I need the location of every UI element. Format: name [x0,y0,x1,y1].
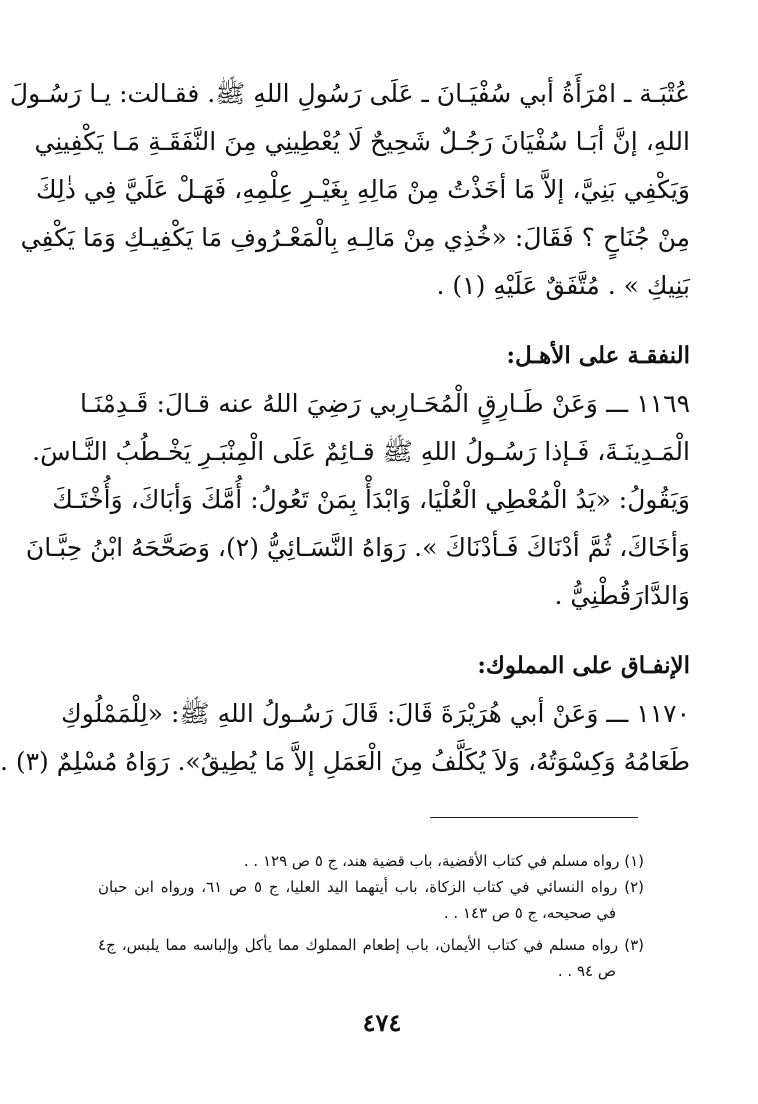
spacer [80,620,690,646]
text-line: ١١٧٠ ـــ وَعَنْ أبي هُرَيْرَةَ قَالَ: قَالَ رَسُـولُ اللهِ ﷺ: «لِلْمَمْلُوكِ [61,699,690,728]
hadith-1170-paragraph [0,690,690,786]
text-line: وَأخَاكَ، ثُمَّ أدْنَاكَ فَـأدْنَاكَ ». رَوَاهُ النَّسَـائِيُّ (٢)، وَصَحَّحَهُ ابْنُ حِبَّـانَ [25,533,690,562]
text-line: عُتْبَـة ـ امْرَأَةُ أبي سُفْيَـانَ ـ عَلَى رَسُولِ اللهِ ﷺ. فقـالت: يـا رَسُـولَ [9,79,690,108]
text-line: الْمَـدِينَـةَ، فَـإذا رَسُـولُ اللهِ ﷺ قـائِمٌ عَلَى الْمِنْبَـرِ يَخْـطُبُ النَّـاسَ. [32,437,690,466]
spacer [80,310,690,336]
footnote-separator [430,817,638,818]
text-line: اللهِ، إنَّ أبَـا سُفْيَانَ رَجُـلٌ شَحِيحٌ لَا يُعْطِينِي مِنَ النَّفَقَـةِ مَـا يَكْفِينِي [34,127,690,156]
text-line: وَيَقُولُ: «يَدُ الْمُعْطِي الْعُلْيَا، وَابْدَأْ بِمَنْ تَعُولُ: أُمَّكَ وَأبَاكَ، وَأُخْتَـكَ [52,485,690,514]
section-heading-slave-spending: الإنفـاق على المملوك: [477,652,690,679]
footnote-2: (٢) رواه النسائي في كتاب الزكاة، باب أيتهما اليد العليا، ج ٥ ص ٦١، ورواه ابن حبان [98,878,644,896]
footnote-3-continuation: ص ٩٤ . . [557,962,616,980]
page-number: ٤٧٤ [362,1008,402,1037]
text-line: مِنْ جُنَاحٍ ؟ فَقَالَ: «خُذِي مِنْ مَالِـهِ بِالْمَعْـرُوفِ مَا يَكْفِيـكِ وَمَا يَكْفِي [20,223,690,252]
section-heading-family-spending: النفقـة على الأهـل: [506,342,690,369]
text-line: بَنِيكِ » . مُتَّفَقٌ عَلَيْهِ (١) . [436,271,690,300]
text-line: وَالدَّارَقُطْنِيُّ . [554,581,690,610]
text-line: وَيَكْفِي بَنِيَّ، إلاَّ مَا أخَذْتُ مِنْ مَالِهِ بِغَيْـرِ عِلْمِهِ، فَهَـلْ عَلَيَّ فِي ذٰلِكَ [36,175,690,204]
footnote-3: (٣) رواه مسلم في كتاب الأيمان، باب إطعام المملوك مما يأكل وإلباسه مما يلبس، ج٤ [98,936,644,954]
hadith-1169-paragraph [25,380,690,620]
footnotes [98,848,644,984]
footnote-2-continuation: في صحيحه، ج ٥ ص ١٤٣ . . [443,904,616,922]
footnote-1: (١) رواه مسلم في كتاب الأقضية، باب قضية هند، ج ٥ ص ١٢٩ . . [243,852,644,870]
book-page-body [0,70,690,786]
continuation-paragraph [9,70,690,310]
text-line: ١١٦٩ ـــ وَعَنْ طَـارِقٍ الْمُحَـارِبي رَضِيَ اللهُ عنه قـالَ: قَـدِمْنَـا [80,389,690,418]
text-line: طَعَامُهُ وَكِسْوَتُهُ، وَلاَ يُكَلَّفُ مِنَ الْعَمَلِ إلاَّ مَا يُطِيقُ». رَوَاهُ مُسْلِمٌ (٣) . [0,747,690,776]
